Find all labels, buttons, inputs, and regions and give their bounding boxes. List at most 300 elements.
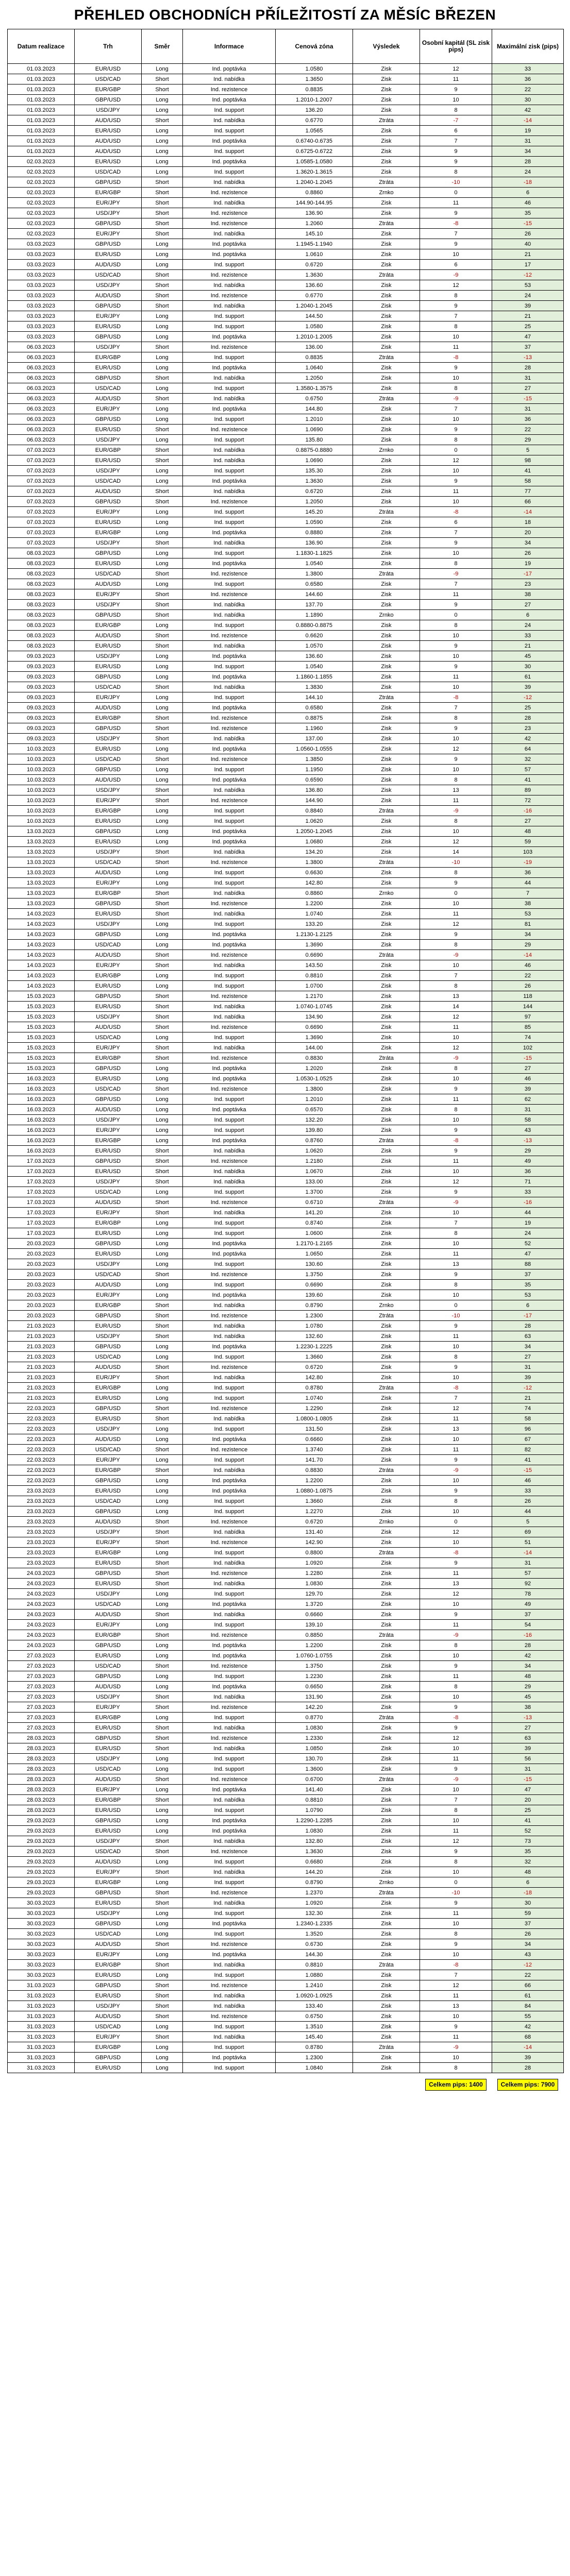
cell-date: 23.03.2023 — [8, 1527, 75, 1537]
cell-direction: Long — [142, 1754, 183, 1764]
cell-date: 28.03.2023 — [8, 1754, 75, 1764]
cell-date: 28.03.2023 — [8, 1795, 75, 1805]
table-row — [8, 940, 564, 950]
cell-date: 09.03.2023 — [8, 734, 75, 744]
cell-price-zone: 134.20 — [276, 847, 353, 857]
cell-direction: Long — [142, 1063, 183, 1074]
cell-result: Zisk — [353, 2022, 420, 2032]
cell-date: 03.03.2023 — [8, 249, 75, 260]
cell-info: Ind. nabídka — [183, 2032, 276, 2042]
cell-price-zone: 131.50 — [276, 1424, 353, 1434]
cell-personal-pips: 8 — [420, 1228, 492, 1239]
cell-personal-pips: 13 — [420, 1424, 492, 1434]
cell-max-pips: 42 — [492, 105, 564, 115]
cell-personal-pips: 10 — [420, 1537, 492, 1548]
table-row — [8, 249, 564, 260]
cell-result: Zisk — [353, 1980, 420, 1991]
cell-max-pips: 66 — [492, 497, 564, 507]
cell-direction: Long — [142, 1671, 183, 1682]
cell-price-zone: 1.0700 — [276, 981, 353, 991]
cell-date: 14.03.2023 — [8, 960, 75, 971]
cell-result: Zisk — [353, 1187, 420, 1197]
table-row — [8, 754, 564, 765]
cell-max-pips: 30 — [492, 662, 564, 672]
cell-date: 30.03.2023 — [8, 1929, 75, 1939]
cell-date: 17.03.2023 — [8, 1208, 75, 1218]
table-row — [8, 1713, 564, 1723]
cell-date: 23.03.2023 — [8, 1548, 75, 1558]
cell-result: Zisk — [353, 136, 420, 146]
cell-market: USD/JPY — [75, 1908, 142, 1919]
cell-direction: Short — [142, 610, 183, 620]
cell-info: Ind. rezistence — [183, 1630, 276, 1640]
cell-info: Ind. support — [183, 126, 276, 136]
cell-market: GBP/USD — [75, 1980, 142, 1991]
cell-date: 06.03.2023 — [8, 342, 75, 352]
cell-price-zone: 136.80 — [276, 785, 353, 795]
cell-date: 21.03.2023 — [8, 1352, 75, 1362]
cell-direction: Short — [142, 1733, 183, 1743]
cell-direction: Long — [142, 528, 183, 538]
cell-market: USD/CAD — [75, 1846, 142, 1857]
cell-result: Zisk — [353, 1537, 420, 1548]
cell-result: Ztráta — [353, 569, 420, 579]
cell-market: EUR/USD — [75, 1970, 142, 1980]
cell-date: 08.03.2023 — [8, 610, 75, 620]
cell-market: EUR/JPY — [75, 1537, 142, 1548]
cell-personal-pips: -10 — [420, 1311, 492, 1321]
cell-result: Zisk — [353, 1063, 420, 1074]
cell-info: Ind. rezistence — [183, 1888, 276, 1898]
cell-market: EUR/USD — [75, 363, 142, 373]
cell-personal-pips: 8 — [420, 1496, 492, 1506]
table-row — [8, 352, 564, 363]
cell-direction: Short — [142, 1156, 183, 1166]
table-row — [8, 1177, 564, 1187]
table-row — [8, 1074, 564, 1084]
table-row — [8, 1764, 564, 1774]
cell-market: EUR/JPY — [75, 198, 142, 208]
cell-info: Ind. rezistence — [183, 1517, 276, 1527]
cell-date: 16.03.2023 — [8, 1105, 75, 1115]
cell-max-pips: -19 — [492, 857, 564, 868]
cell-info: Ind. nabídka — [183, 1146, 276, 1156]
cell-personal-pips: 11 — [420, 198, 492, 208]
cell-price-zone: 1.0790 — [276, 1805, 353, 1816]
cell-market: USD/CAD — [75, 1929, 142, 1939]
cell-result: Zisk — [353, 1661, 420, 1671]
cell-market: EUR/USD — [75, 425, 142, 435]
cell-max-pips: 5 — [492, 1517, 564, 1527]
cell-market: GBP/USD — [75, 929, 142, 940]
cell-price-zone: 144.80 — [276, 404, 353, 414]
cell-result: Zisk — [353, 1764, 420, 1774]
cell-info: Ind. rezistence — [183, 631, 276, 641]
cell-date: 27.03.2023 — [8, 1671, 75, 1682]
cell-direction: Short — [142, 1960, 183, 1970]
table-row — [8, 1692, 564, 1702]
cell-market: EUR/USD — [75, 1558, 142, 1568]
cell-date: 09.03.2023 — [8, 662, 75, 672]
cell-personal-pips: 12 — [420, 744, 492, 754]
cell-info: Ind. rezistence — [183, 291, 276, 301]
cell-market: GBP/USD — [75, 1733, 142, 1743]
cell-market: EUR/JPY — [75, 1867, 142, 1877]
cell-result: Zisk — [353, 486, 420, 497]
cell-price-zone: 133.00 — [276, 1177, 353, 1187]
cell-max-pips: 26 — [492, 229, 564, 239]
cell-info: Ind. support — [183, 383, 276, 394]
cell-result: Zisk — [353, 1362, 420, 1372]
cell-direction: Short — [142, 538, 183, 548]
table-row — [8, 229, 564, 239]
cell-personal-pips: 10 — [420, 1434, 492, 1445]
cell-price-zone: 0.8830 — [276, 1053, 353, 1063]
cell-personal-pips: 10 — [420, 1950, 492, 1960]
cell-result: Zisk — [353, 1816, 420, 1826]
table-row — [8, 445, 564, 455]
cell-info: Ind. support — [183, 1032, 276, 1043]
cell-result: Zisk — [353, 301, 420, 311]
table-row — [8, 239, 564, 249]
cell-personal-pips: 11 — [420, 1568, 492, 1579]
cell-direction: Short — [142, 177, 183, 188]
cell-market: GBP/USD — [75, 2053, 142, 2063]
cell-personal-pips: 10 — [420, 1599, 492, 1609]
cell-personal-pips: 9 — [420, 2022, 492, 2032]
cell-result: Zisk — [353, 1651, 420, 1661]
cell-date: 21.03.2023 — [8, 1372, 75, 1383]
cell-personal-pips: -9 — [420, 806, 492, 816]
cell-market: USD/JPY — [75, 538, 142, 548]
cell-price-zone: 141.70 — [276, 1455, 353, 1465]
cell-result: Zisk — [353, 1445, 420, 1455]
cell-price-zone: 0.6730 — [276, 1939, 353, 1950]
cell-date: 01.03.2023 — [8, 64, 75, 74]
cell-max-pips: 41 — [492, 1455, 564, 1465]
cell-price-zone: 1.1860-1.1855 — [276, 672, 353, 682]
cell-direction: Short — [142, 486, 183, 497]
cell-max-pips: 118 — [492, 991, 564, 1002]
cell-price-zone: 0.6710 — [276, 1197, 353, 1208]
cell-result: Zisk — [353, 1805, 420, 1816]
cell-direction: Short — [142, 857, 183, 868]
cell-max-pips: 22 — [492, 971, 564, 981]
cell-max-pips: 47 — [492, 332, 564, 342]
table-row — [8, 1960, 564, 1970]
cell-max-pips: 48 — [492, 1867, 564, 1877]
table-row — [8, 1218, 564, 1228]
cell-result: Zisk — [353, 280, 420, 291]
cell-personal-pips: 8 — [420, 1929, 492, 1939]
cell-max-pips: 46 — [492, 1074, 564, 1084]
cell-result: Zisk — [353, 1125, 420, 1136]
cell-market: EUR/JPY — [75, 1290, 142, 1300]
cell-info: Ind. support — [183, 981, 276, 991]
cell-result: Zisk — [353, 1671, 420, 1682]
cell-max-pips: 42 — [492, 1651, 564, 1661]
cell-market: GBP/USD — [75, 672, 142, 682]
cell-market: EUR/USD — [75, 1002, 142, 1012]
totals-row — [8, 2073, 564, 2096]
cell-max-pips: 44 — [492, 1208, 564, 1218]
cell-result: Zisk — [353, 981, 420, 991]
cell-max-pips: 82 — [492, 1445, 564, 1455]
cell-result: Zisk — [353, 837, 420, 847]
cell-max-pips: 43 — [492, 1950, 564, 1960]
cell-info: Ind. rezistence — [183, 1939, 276, 1950]
cell-max-pips: 46 — [492, 960, 564, 971]
cell-date: 07.03.2023 — [8, 507, 75, 517]
cell-price-zone: 0.8760 — [276, 1136, 353, 1146]
cell-max-pips: 29 — [492, 1146, 564, 1156]
cell-direction: Long — [142, 1785, 183, 1795]
cell-info: Ind. poptávka — [183, 64, 276, 74]
cell-result: Zisk — [353, 1455, 420, 1465]
cell-personal-pips: 10 — [420, 1208, 492, 1218]
cell-max-pips: 19 — [492, 1218, 564, 1228]
cell-info: Ind. support — [183, 1857, 276, 1867]
cell-direction: Long — [142, 1970, 183, 1980]
cell-price-zone: 1.2040-1.2045 — [276, 177, 353, 188]
cell-price-zone: 1.3750 — [276, 1661, 353, 1671]
cell-direction: Long — [142, 1280, 183, 1290]
cell-info: Ind. support — [183, 919, 276, 929]
cell-market: GBP/USD — [75, 899, 142, 909]
cell-info: Ind. nabídka — [183, 888, 276, 899]
cell-max-pips: 51 — [492, 1537, 564, 1548]
cell-date: 22.03.2023 — [8, 1445, 75, 1455]
cell-result: Ztráta — [353, 1774, 420, 1785]
cell-price-zone: 1.3600 — [276, 1764, 353, 1774]
cell-price-zone: 142.80 — [276, 1372, 353, 1383]
table-row — [8, 960, 564, 971]
cell-direction: Short — [142, 1146, 183, 1156]
cell-personal-pips: 13 — [420, 991, 492, 1002]
cell-result: Zrnko — [353, 188, 420, 198]
cell-info: Ind. poptávka — [183, 249, 276, 260]
cell-max-pips: 7 — [492, 888, 564, 899]
cell-price-zone: 132.20 — [276, 1115, 353, 1125]
cell-direction: Long — [142, 868, 183, 878]
cell-personal-pips: -8 — [420, 218, 492, 229]
cell-max-pips: 44 — [492, 1506, 564, 1517]
cell-market: USD/JPY — [75, 1424, 142, 1434]
cell-price-zone: 0.8780 — [276, 2042, 353, 2053]
cell-personal-pips: 12 — [420, 1836, 492, 1846]
cell-info: Ind. poptávka — [183, 1136, 276, 1146]
cell-direction: Long — [142, 878, 183, 888]
cell-market: EUR/USD — [75, 517, 142, 528]
cell-result: Zisk — [353, 373, 420, 383]
cell-direction: Long — [142, 765, 183, 775]
table-row — [8, 2001, 564, 2011]
cell-personal-pips: 11 — [420, 2032, 492, 2042]
cell-max-pips: 103 — [492, 847, 564, 857]
table-row — [8, 631, 564, 641]
cell-direction: Long — [142, 1877, 183, 1888]
cell-personal-pips: -8 — [420, 1960, 492, 1970]
cell-max-pips: 85 — [492, 1022, 564, 1032]
cell-personal-pips: 7 — [420, 579, 492, 589]
table-row — [8, 662, 564, 672]
cell-max-pips: -18 — [492, 177, 564, 188]
cell-max-pips: 39 — [492, 1372, 564, 1383]
cell-direction: Short — [142, 1527, 183, 1537]
cell-direction: Short — [142, 1888, 183, 1898]
cell-date: 20.03.2023 — [8, 1269, 75, 1280]
cell-direction: Short — [142, 1084, 183, 1094]
cell-info: Ind. poptávka — [183, 672, 276, 682]
cell-info: Ind. support — [183, 662, 276, 672]
cell-direction: Short — [142, 1053, 183, 1063]
cell-date: 02.03.2023 — [8, 218, 75, 229]
cell-result: Ztráta — [353, 857, 420, 868]
cell-date: 07.03.2023 — [8, 528, 75, 538]
cell-result: Zisk — [353, 1372, 420, 1383]
cell-personal-pips: -9 — [420, 1197, 492, 1208]
cell-info: Ind. rezistence — [183, 1568, 276, 1579]
cell-direction: Long — [142, 332, 183, 342]
cell-date: 20.03.2023 — [8, 1249, 75, 1259]
cell-max-pips: 25 — [492, 703, 564, 713]
cell-date: 02.03.2023 — [8, 188, 75, 198]
cell-direction: Long — [142, 1393, 183, 1403]
cell-market: USD/JPY — [75, 466, 142, 476]
cell-info: Ind. rezistence — [183, 754, 276, 765]
cell-price-zone: 144.90-144.95 — [276, 198, 353, 208]
cell-price-zone: 0.8880-0.8875 — [276, 620, 353, 631]
cell-date: 28.03.2023 — [8, 1805, 75, 1816]
cell-result: Zisk — [353, 1414, 420, 1424]
table-row — [8, 1671, 564, 1682]
cell-market: EUR/USD — [75, 1826, 142, 1836]
cell-direction: Short — [142, 1414, 183, 1424]
cell-direction: Short — [142, 1362, 183, 1372]
cell-personal-pips: -10 — [420, 177, 492, 188]
cell-info: Ind. poptávka — [183, 1290, 276, 1300]
cell-max-pips: 92 — [492, 1579, 564, 1589]
cell-market: EUR/JPY — [75, 507, 142, 517]
cell-result: Ztráta — [353, 806, 420, 816]
cell-result: Zisk — [353, 1259, 420, 1269]
cell-market: USD/JPY — [75, 105, 142, 115]
cell-max-pips: 28 — [492, 713, 564, 723]
cell-result: Zisk — [353, 497, 420, 507]
cell-max-pips: -14 — [492, 507, 564, 517]
cell-market: GBP/USD — [75, 1919, 142, 1929]
cell-info: Ind. support — [183, 1754, 276, 1764]
cell-info: Ind. rezistence — [183, 1774, 276, 1785]
table-row — [8, 218, 564, 229]
cell-personal-pips: 9 — [420, 157, 492, 167]
cell-direction: Long — [142, 620, 183, 631]
cell-date: 31.03.2023 — [8, 2001, 75, 2011]
cell-personal-pips: 11 — [420, 1249, 492, 1259]
cell-info: Ind. rezistence — [183, 795, 276, 806]
cell-personal-pips: 11 — [420, 342, 492, 352]
cell-info: Ind. support — [183, 105, 276, 115]
cell-market: USD/CAD — [75, 1187, 142, 1197]
cell-max-pips: 49 — [492, 1156, 564, 1166]
cell-direction: Short — [142, 280, 183, 291]
cell-result: Zisk — [353, 1393, 420, 1403]
cell-result: Zisk — [353, 1249, 420, 1259]
cell-max-pips: 97 — [492, 1012, 564, 1022]
table-row — [8, 1599, 564, 1609]
table-row — [8, 507, 564, 517]
table-row — [8, 476, 564, 486]
cell-date: 01.03.2023 — [8, 105, 75, 115]
cell-personal-pips: -8 — [420, 352, 492, 363]
cell-info: Ind. poptávka — [183, 1476, 276, 1486]
cell-direction: Short — [142, 754, 183, 765]
cell-market: AUD/USD — [75, 1609, 142, 1620]
cell-date: 31.03.2023 — [8, 1991, 75, 2001]
cell-direction: Short — [142, 1939, 183, 1950]
cell-price-zone: 1.2010 — [276, 1094, 353, 1105]
table-row — [8, 1702, 564, 1713]
cell-price-zone: 0.6700 — [276, 1774, 353, 1785]
table-row — [8, 868, 564, 878]
cell-direction: Long — [142, 816, 183, 826]
cell-price-zone: 1.0640 — [276, 363, 353, 373]
cell-direction: Short — [142, 291, 183, 301]
cell-personal-pips: 9 — [420, 641, 492, 651]
cell-direction: Long — [142, 1115, 183, 1125]
cell-personal-pips: 10 — [420, 1919, 492, 1929]
cell-info: Ind. nabídka — [183, 1002, 276, 1012]
table-row — [8, 1568, 564, 1579]
cell-info: Ind. poptávka — [183, 1486, 276, 1496]
cell-personal-pips: 11 — [420, 1826, 492, 1836]
cell-info: Ind. poptávka — [183, 363, 276, 373]
cell-direction: Short — [142, 1537, 183, 1548]
cell-result: Zisk — [353, 1239, 420, 1249]
cell-direction: Long — [142, 435, 183, 445]
cell-direction: Short — [142, 960, 183, 971]
cell-price-zone: 1.3650 — [276, 74, 353, 84]
cell-direction: Long — [142, 1455, 183, 1465]
table-row — [8, 1228, 564, 1239]
cell-max-pips: 19 — [492, 558, 564, 569]
cell-market: GBP/USD — [75, 239, 142, 249]
cell-price-zone: 1.0680 — [276, 837, 353, 847]
cell-direction: Long — [142, 404, 183, 414]
cell-direction: Short — [142, 1774, 183, 1785]
cell-price-zone: 1.3660 — [276, 1496, 353, 1506]
cell-result: Zisk — [353, 1166, 420, 1177]
cell-max-pips: 39 — [492, 1743, 564, 1754]
cell-direction: Short — [142, 1702, 183, 1713]
cell-max-pips: 34 — [492, 1939, 564, 1950]
cell-result: Zisk — [353, 2063, 420, 2073]
cell-direction: Long — [142, 1620, 183, 1630]
cell-max-pips: -16 — [492, 1630, 564, 1640]
cell-date: 23.03.2023 — [8, 1486, 75, 1496]
cell-price-zone: 0.6660 — [276, 1609, 353, 1620]
table-row — [8, 1723, 564, 1733]
cell-info: Ind. support — [183, 878, 276, 888]
cell-result: Ztráta — [353, 1713, 420, 1723]
cell-date: 24.03.2023 — [8, 1620, 75, 1630]
cell-info: Ind. support — [183, 1352, 276, 1362]
cell-max-pips: 37 — [492, 1609, 564, 1620]
cell-date: 07.03.2023 — [8, 517, 75, 528]
cell-max-pips: 28 — [492, 1640, 564, 1651]
table-row — [8, 620, 564, 631]
table-row — [8, 1980, 564, 1991]
